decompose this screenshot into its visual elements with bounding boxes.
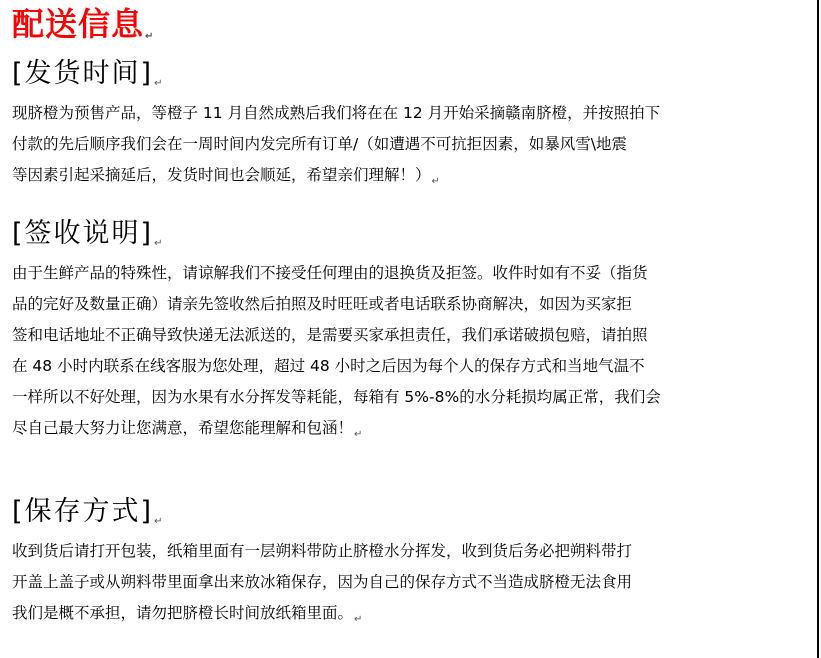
body-line: 收到货后请打开包装，纸箱里面有一层朔料带防止脐橙水分挥发，收到货后务必把朔料带打 [12,542,633,560]
body-line: 品的完好及数量正确）请亲先签收然后拍照及时旺旺或者电话联系协商解决，如因为买家拒 [12,295,633,313]
section-heading-text: [签收说明] [12,218,154,249]
paragraph-mark-icon: ↵ [145,31,155,42]
body-line: 现脐橙为预售产品，等橙子 11 月自然成熟后我们将在在 12 月开始采摘赣南脐橙，并按照拍下 [12,104,661,122]
page-title-text: 配送信息 [12,5,145,43]
body-line-text: 尽自己最大努力让您满意，希望您能理解和包涵！ [12,419,354,437]
body-line [12,598,810,629]
body-line: 签和电话地址不正确导致快递无法派送的，是需要买家承担责任，我们承诺破损包赔，请拍照 [12,326,648,344]
body-line [12,413,810,444]
section-body-storage-method [12,536,810,629]
section-heading-text: [保存方式] [12,496,154,527]
body-line: 开盖上盖子或从朔料带里面拿出来放冰箱保存，因为自己的保存方式不当造成脐橙无法食用 [12,573,633,591]
paragraph-mark-icon: ↵ [154,238,165,249]
section-heading-storage-method [12,494,164,540]
section-body-shipping-time [12,98,810,191]
body-line [12,160,810,191]
body-line: 在 48 小时内联系在线客服为您处理，超过 48 小时之后因为每个人的保存方式和当地气温不 [12,357,645,375]
paragraph-mark-icon: ↵ [354,614,363,625]
paragraph-mark-icon: ↵ [431,176,440,187]
section-heading-shipping-time [12,56,164,102]
body-line: 由于生鲜产品的特殊性，请谅解我们不接受任何理由的退换货及拒签。收件时如有不妥（指货 [12,264,648,282]
paragraph-mark-icon: ↵ [354,429,363,440]
paragraph-mark-icon: ↵ [154,78,165,89]
body-line: 付款的先后顺序我们会在一周时间内发完所有订单/（如遭遇不可抗拒因素，如暴风雪\地震 [12,135,627,153]
section-heading-text: [发货时间] [12,58,154,89]
paragraph-mark-icon: ↵ [154,516,165,527]
section-heading-receipt-notes [12,216,164,262]
page-title [12,4,154,57]
body-line-text: 等因素引起采摘延后，发货时间也会顺延，希望亲们理解！） [12,166,431,184]
body-line-text: 我们是概不承担，请勿把脐橙长时间放纸箱里面。 [12,604,354,622]
section-body-receipt-notes [12,258,810,444]
page-border-right [817,0,819,658]
body-line: 一样所以不好处理，因为水果有水分挥发等耗能，每箱有 5%-8%的水分耗损均属正常，我们会 [12,388,661,406]
